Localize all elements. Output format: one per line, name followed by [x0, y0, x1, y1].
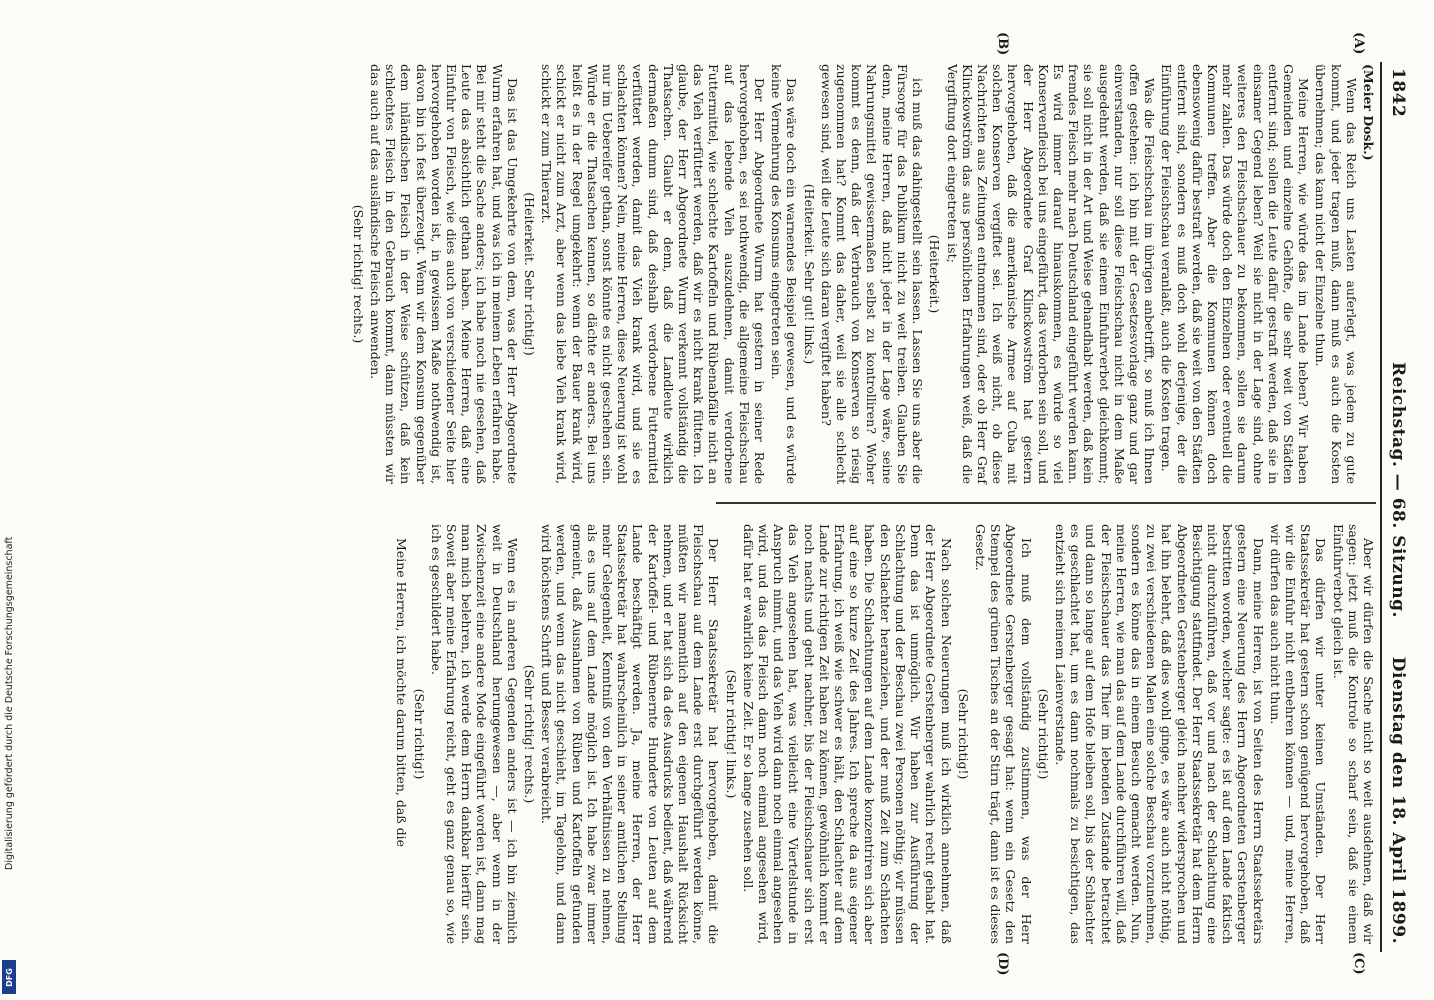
- page-number: 1842: [1388, 68, 1408, 118]
- header-rule: [1380, 62, 1382, 952]
- paragraph: Wenn das Reich uns Lasten auferlegt, was jedem zu gute kommt, und jeder tragen muß, dann muß es auch die Kosten übernehmen; das kann nicht der Einzelne thun.: [1313, 64, 1359, 484]
- interjection: (Sehr richtig!): [955, 688, 971, 780]
- margin-mark-b: (B): [995, 32, 1010, 56]
- page-date: Dienstag den 18. April 1899.: [1388, 656, 1408, 944]
- paragraph: Das wäre doch ein warnendes Beispiel gewesen, und es würde keine Vermehrung des Konsums eingetreten sein.: [769, 64, 800, 484]
- paragraph: Nach solchen Neuerungen muß ich wirklich annehmen, daß der Herr Abgeordnete Gerstenberger wahrlich recht gehabt hat. Denn das ist unmöglich. Wir haben zur Ausführung der Schlachtung und der Beschau zwei Personen nöthig; wir müssen den Schlachter heranziehen, und der muß Zeit zum Schlachten haben. Die Schlachtungen auf dem Lande konzentriren sich aber auf eine so kurze Zeit des Jahres. Ich spreche da aus eigener Erfahrung, ich weiß wie schwer es hält, den Schlachter auf dem Lande zur richtigen Zeit haben zu können, gewöhnlich kommt er noch nachts und geht nachher, bis der Fleischschauer sich erst das Vieh angesehen hat, was vielleicht eine Viertelstunde in Anspruch nimmt, und das Vieh wird dann noch einmal angesehen wird, und das das Fleisch dann noch einmal angesehen wird, dafür hat er wahrlich keine Zeit. Er so lange zusehen soll.: [740, 524, 954, 944]
- interjection: (Sehr richtig!): [1035, 688, 1051, 780]
- interjection: (Sehr richtig! rechts.): [522, 664, 538, 804]
- paragraph: Ich muß dem vollständig zustimmen, was der Herr Abgeordnete Gerstenberger gesagt hat: wenn ein Gesetz den Stempel des grünen Tisches an der Stirn trägt, dann ist es dieses Gesetz.: [972, 524, 1034, 944]
- column-divider: [716, 502, 1376, 504]
- right-column: [394, 524, 1376, 944]
- funding-note: Digitalisierung gefördert durch die Deutsche Forschungsgemeinschaft: [4, 536, 15, 870]
- page-header: [1384, 62, 1410, 952]
- left-column: [350, 64, 1376, 484]
- interjection: (Sehr richtig! rechts.): [350, 204, 366, 344]
- page-title: Reichstag. — 68. Sitzung.: [1388, 362, 1408, 618]
- dfg-logo: [2, 960, 16, 994]
- paragraph: Meine Herren, ich möchte darum bitten, daß die: [394, 538, 410, 848]
- paragraph: Meine Herren, wie würde das im Lande heben? Wir haben Gemeinden und einzelne Gehöfte, die sehr weit von Städten entfernt sind; sollen die Leute dafür gestraft werden, daß sie in einsamer Gegend leben? Weil sie nicht in der Lage sind, ohne weiteres den Fleischschauer zu bekommen, sollen sie darum mehr zahlen. Das würde doch den Einzelnen oder eventuell die Kommunen treffen. Aber die Kommunen können doch ebensowenig dafür bestraft werden, daß sie weit von den Städten entfernt sind, sondern es muß doch wohl derjenige, der die Einführung der Fleischschau veranlaßt, auch die Kosten tragen.: [1159, 64, 1312, 484]
- paragraph: Das dürfen wir unter keinen Umständen. Der Herr Staatssekretär hat gestern schon genügend hervorgehoben, daß wir die Einfuhr nicht entbehren können — und, meine Herren, wir dürfen das auch nicht thun.: [1267, 524, 1329, 944]
- interjection: (Sehr richtig! links.): [723, 669, 739, 799]
- margin-mark-c: (C): [1351, 952, 1366, 975]
- margin-mark-a: (A): [1351, 32, 1366, 55]
- margin-mark-d: (D): [995, 952, 1010, 976]
- dfg-logo-text: DFG: [4, 967, 14, 987]
- interjection: (Heiterkeit. Sehr richtig!): [522, 192, 538, 356]
- interjection: (Sehr richtig!): [411, 688, 427, 780]
- speaker-name: (Meier Dosk.): [1361, 64, 1376, 161]
- interjection: (Heiterkeit.): [927, 234, 943, 314]
- paragraph: Aber wir dürfen die Sache nicht so weit ausdehnen, daß wir sagen: jetzt muß die Kontrole so scharf sein, daß sie einem Einfuhrverbot gleich ist.: [1330, 524, 1376, 944]
- paragraph: Wenn es in anderen Gegenden anders ist — ich bin ziemlich weit in Deutschland herumgewesen —, aber wenn in der Zwischenzeit eine andere Mode eingeführt worden ist, dann mag man mich belehren, ich werde dem Herrn dankbar hierfür sein. Soweit aber meine Erfahrung reicht, geht es ganz genau so, wie ich es geschildert habe.: [428, 524, 520, 944]
- paragraph: Der Herr Staatssekretär hat hervorgehoben, damit die Fleischschau auf dem Lande erst durchgeführt werden könne, müßten wir namentlich auf den eigenen Haushalt Rücksicht nehmen, und er hat sich da des Ausdrucks bedient, daß während der Kartoffel- und Rübenernte Hunderte von Leuten auf dem Lande beschäftigt werden. Ja, meine Herren, der Herr Staatssekretär hat wahrscheinlich in seiner amtlichen Stellung mehr Gelegenheit, Kenntniß von den Verhältnissen zu nehmen, als es uns auf dem Lande möglich ist. Ich habe zwar immer gemeint, daß Ausnahmen von Rüben und Kartoffeln gefunden werden, und wenn das nicht geschieht, im Tagelohn, und dann wird höchstens Schrift und Besser verabreicht.: [539, 524, 722, 944]
- paragraph: Das ist das Umgekehrte von dem, was der Herr Abgeordnete Wurm erfahren hat, und was ich in meinem Leben erfahren habe. Bei mir steht die Sache anders; ich habe noch nie gesehen, daß Leute das absichtlich gethan haben. Meine Herren, daß eine Einfuhr von Fleisch, wie dies auch von verschiedener Seite hier hervorgehoben worden ist, in gewissem Maße nothwendig ist, davon bin ich fest überzeugt. Wenn wir dem Konsum gegenüber dem inländischen Fleisch in der Weise schützen, daß kein schlechtes Fleisch in den Gebrauch kommt, dann müssten wir das auch auf das ausländische Fleisch anwenden.: [368, 64, 520, 484]
- interjection: (Heiterkeit. Sehr gut! links.): [801, 183, 817, 365]
- paragraph: Der Herr Abgeordnete Wurm hat gestern in seiner Rede hervorgehoben, es sei nothwendig, die allgemeine Fleischschau auf das lebende Vieh auszudehnen, damit verdorbene Futtermittel, wie schlechte Kartoffeln und Rübenabfälle nicht an das Vieh verfüttert werden, daß wir es nicht krank füttern. Ich glaube, der Herr Abgeordnete Wurm verkennt vollständig die Thatsachen. Glaubt er denn, daß die Landleute wirklich dermaßen dumm sind, daß deshalb verdorbene Futtermittel verfüttert werden, damit das Vieh krank wird, und sie es schlachten können? Nein, meine Herren, diese Neuerung ist wohl nur im Uebereifer gethan, sonst könnte es nicht geschehen sein. Würde er die Thatsachen kennen, so dächte er anders. Bei uns heißt es in der Regel umgekehrt: wenn der Bauer krank wird, schickt er nicht zum Arzt, aber wenn das liebe Vieh krank wird, schickt er zum Thierarzt.: [539, 64, 768, 484]
- paragraph: ich muß das dahingestellt sein lassen. Lassen Sie uns aber die Fürsorge für das Publikum nicht zu weit treiben. Glauben Sie denn, meine Herren, daß nicht jeder in der Lage wäre, seine Nahrungsmittel gewissermaßen selbst zu kontrolliren? Woher kommt es denn, daß der Verbrauch von Konserven so riesig zugenommen hat? Kommt das daher, weil sie alle schlecht gewesen sind, weil die Leute sich daran vergiftet haben?: [818, 64, 926, 484]
- rotated-page-content: [110, 32, 1410, 976]
- paragraph: Dann, meine Herren, ist von Seiten des Herrn Staatssekretärs gestern eine Neuerung des Herrn Abgeordneten Gerstenberger bestritten worden, welcher sagte: es ist auf dem Lande faktisch nicht durchzuführen, daß vor und nach der Schlachtung eine Besichtigung stattfindet. Der Herr Staatssekretär hat dem Herrn Abgeordneten Gerstenberger gleich nachher widersprochen und hat ihn belehrt, daß dies wohl ginge, es wäre auch nicht nöthig, zu zwei verschiedenen Malen eine solche Beschau vorzunehmen, sondern es könne das in einem Besuch gemacht werden. Nun, meine Herren, wie man das auf dem Lande durchführen will, daß der Fleischschauer das Thier im lebenden Zustande betrachtet und dann so lange auf dem Hofe bleiben soll, bis der Schlachter es geschlachtet hat, um es dann nochmals zu besichtigen, das entzieht sich meinem Laienverstande.: [1052, 524, 1266, 944]
- paragraph: Was die Fleischschau im übrigen anbetrifft, so muß ich Ihnen offen gestehen: ich bin mit der Gesetzesvorlage ganz und gar einverstanden, nur soll diese Fleischschau nicht in dem Maße ausgedehnt werden, daß sie einem Einfuhrverbot gleichkommt; sie soll nicht in der Art und Weise gehandhabt werden, daß kein fremdes Fleisch mehr nach Deutschland eingeführt werden kann. Es wird immer darauf hinauskommen, es würde so viel Konservenfleisch bei uns eingeführt, das verdorben sein soll, und der Herr Abgeordnete Graf Klinckowström hat gestern hervorgehoben, daß die amerikanische Armee auf Cuba mit solchen Konserven vergiftet sei. Ich weiß nicht, ob diese Nachrichten aus Zeitungen entnommen sind, oder ob Herr Graf Klinckowström das aus persönlichen Erfahrungen weiß, daß die Vergiftung dort eingetreten ist;: [944, 64, 1158, 484]
